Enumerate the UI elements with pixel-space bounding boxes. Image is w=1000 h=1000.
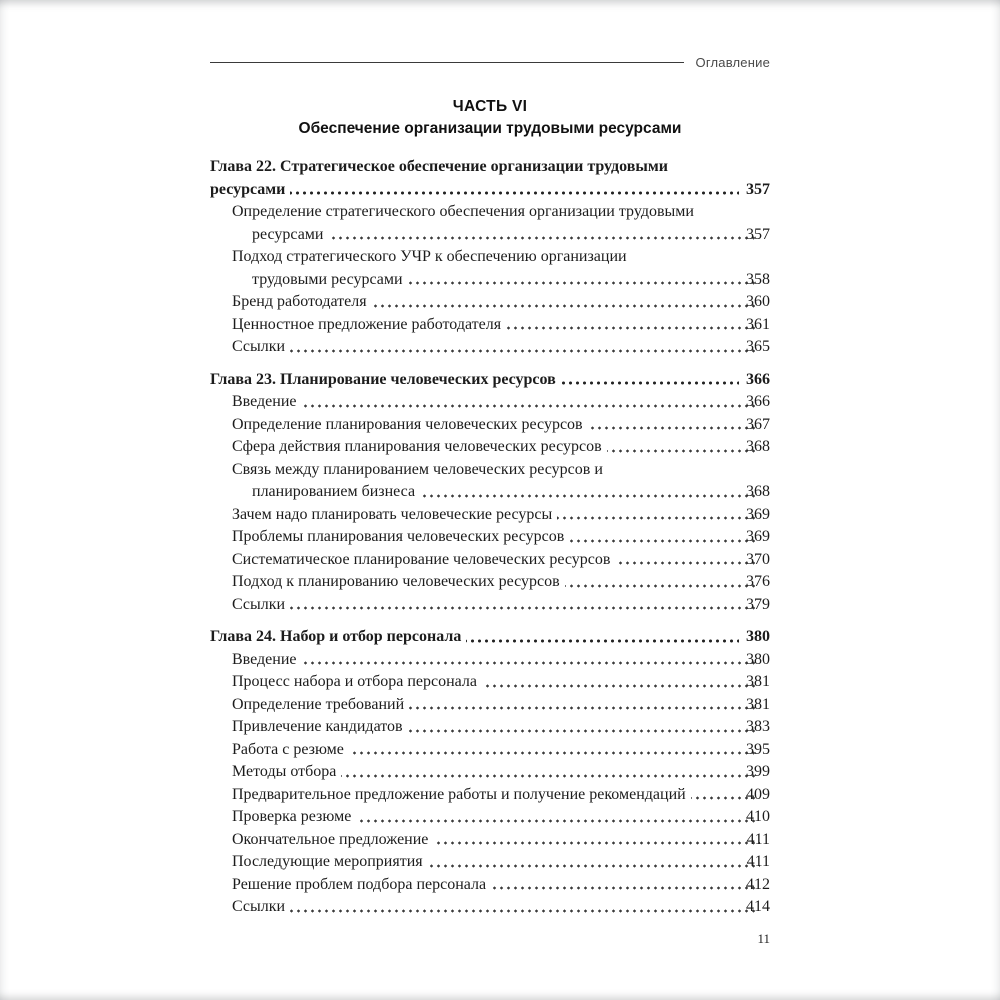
toc-chapter-page: 366 [739, 369, 770, 392]
toc-section-title: Введение [232, 393, 302, 410]
toc-section-row [232, 436, 770, 459]
page-footer [210, 931, 770, 947]
toc-section-row [232, 336, 770, 359]
toc-section-title: Проверка резюме [232, 808, 356, 825]
toc-section-row [232, 201, 770, 246]
toc-section-page: 412 [759, 874, 770, 897]
toc-section-row [232, 391, 770, 414]
toc-section-row [232, 549, 770, 572]
toc-section-title: Сфера действия планирования человеческих ресурсов [232, 438, 607, 455]
toc-section-page: 395 [759, 739, 770, 762]
header-rule [210, 62, 684, 63]
toc-section-page: 381 [759, 671, 770, 694]
toc-section-title: Зачем надо планировать человеческие ресурсы [232, 506, 557, 523]
toc-section-page: 380 [759, 649, 770, 672]
toc-section-page: 360 [759, 291, 770, 314]
toc-section-row [232, 851, 770, 874]
toc-section-title: Ссылки [232, 338, 290, 355]
toc-section-title: Процесс набора и отбора персонала [232, 673, 482, 690]
toc-chapter-row [210, 156, 770, 201]
line-break-spacer [702, 246, 770, 268]
toc-chapter-title: Глава 22. Стратегическое обеспечение организации трудовыми ресурсами [210, 158, 668, 198]
toc-section-page: 383 [759, 716, 770, 739]
toc-section-page: 411 [760, 829, 770, 852]
toc-section-title: Связь между планированием человеческих ресурсов и планированием бизнеса [232, 460, 603, 500]
toc-section-title: Подход стратегического УЧР к обеспечению организации трудовыми ресурсами [232, 248, 627, 288]
toc-section-page: 379 [759, 594, 770, 617]
toc-section-row [232, 291, 770, 314]
toc-section-page: 369 [759, 526, 770, 549]
toc-section-row [232, 246, 770, 291]
toc-section-row [232, 896, 770, 919]
line-break-spacer [702, 201, 770, 223]
toc-sections [210, 649, 770, 919]
toc-section-page: 410 [759, 806, 770, 829]
toc-section-title: Проблемы планирования человеческих ресурсов [232, 528, 569, 545]
part-title: Обеспечение организации трудовыми ресурсами [298, 120, 682, 137]
toc-section-title: Определение стратегического обеспечения организации трудовыми ресурсами [232, 203, 694, 243]
toc-section-row [232, 784, 770, 807]
toc-section-title: Привлечение кандидатов [232, 718, 408, 735]
toc-section-row [232, 571, 770, 594]
toc-section-row [232, 761, 770, 784]
toc-section-page: 358 [759, 269, 770, 292]
toc-section-title: Определение требований [232, 696, 409, 713]
toc-section-title: Бренд работодателя [232, 293, 372, 310]
folio-number: 11 [757, 930, 770, 946]
toc-section-page: 357 [759, 224, 770, 247]
toc-chapter-title: Глава 23. Планирование человеческих ресурсов [210, 371, 561, 388]
toc-chapter-row [210, 626, 770, 649]
toc-section-title: Последующие мероприятия [232, 853, 428, 870]
toc-section-row [232, 874, 770, 897]
toc-section-page: 368 [759, 481, 770, 504]
toc-list [210, 156, 770, 919]
toc-section-page: 369 [759, 504, 770, 527]
running-head [210, 55, 770, 70]
toc-section-row [232, 829, 770, 852]
toc-section-page: 414 [759, 896, 770, 919]
toc-section-page: 376 [759, 571, 770, 594]
toc-section-row [232, 459, 770, 504]
toc-section-page: 366 [759, 391, 770, 414]
toc-section-row [232, 694, 770, 717]
toc-chapter [210, 156, 770, 359]
line-break-spacer [678, 156, 770, 178]
toc-section-title: Систематическое планирование человеческих ресурсов [232, 551, 615, 568]
toc-section-row [232, 594, 770, 617]
toc-chapter-title: Глава 24. Набор и отбор персонала [210, 628, 466, 645]
part-kicker: ЧАСТЬ VI [452, 98, 528, 115]
toc-section-title: Ссылки [232, 898, 290, 915]
toc-section-row [232, 806, 770, 829]
toc-section-page: 381 [759, 694, 770, 717]
line-break-spacer [702, 459, 770, 481]
toc-section-title: Подход к планированию человеческих ресурсов [232, 573, 565, 590]
toc-section-row [232, 314, 770, 337]
toc-section-row [232, 504, 770, 527]
toc-section-title: Решение проблем подбора персонала [232, 876, 491, 893]
toc-section-page: 370 [759, 549, 770, 572]
toc-section-page: 411 [760, 851, 770, 874]
toc-chapter-page: 357 [739, 179, 770, 202]
toc-chapter [210, 369, 770, 617]
toc-sections [210, 391, 770, 616]
toc-section-page: 361 [759, 314, 770, 337]
toc-section-title: Введение [232, 651, 302, 668]
toc-section-page: 365 [759, 336, 770, 359]
toc-chapter [210, 626, 770, 919]
toc-section-title: Работа с резюме [232, 741, 349, 758]
toc-section-page: 368 [759, 436, 770, 459]
toc-chapter-page: 380 [739, 626, 770, 649]
toc-section-title: Предварительное предложение работы и получение рекомендаций [232, 786, 691, 803]
toc-section-row [232, 414, 770, 437]
toc-section-row [232, 739, 770, 762]
toc-section-title: Окончательное предложение [232, 831, 433, 848]
toc-section-page: 409 [759, 784, 770, 807]
toc-section-title: Ссылки [232, 596, 290, 613]
toc-section-title: Ценностное предложение работодателя [232, 316, 506, 333]
toc-section-title: Определение планирования человеческих ресурсов [232, 416, 588, 433]
toc-section-page: 367 [759, 414, 770, 437]
toc-chapter-row [210, 369, 770, 392]
toc-section-row [232, 649, 770, 672]
toc-section-page: 399 [759, 761, 770, 784]
part-heading [210, 96, 770, 140]
toc-section-row [232, 526, 770, 549]
toc-section-title: Методы отбора [232, 763, 341, 780]
toc-section-row [232, 671, 770, 694]
toc-sections [210, 201, 770, 359]
toc-section-row [232, 716, 770, 739]
running-head-label: Оглавление [695, 55, 770, 70]
